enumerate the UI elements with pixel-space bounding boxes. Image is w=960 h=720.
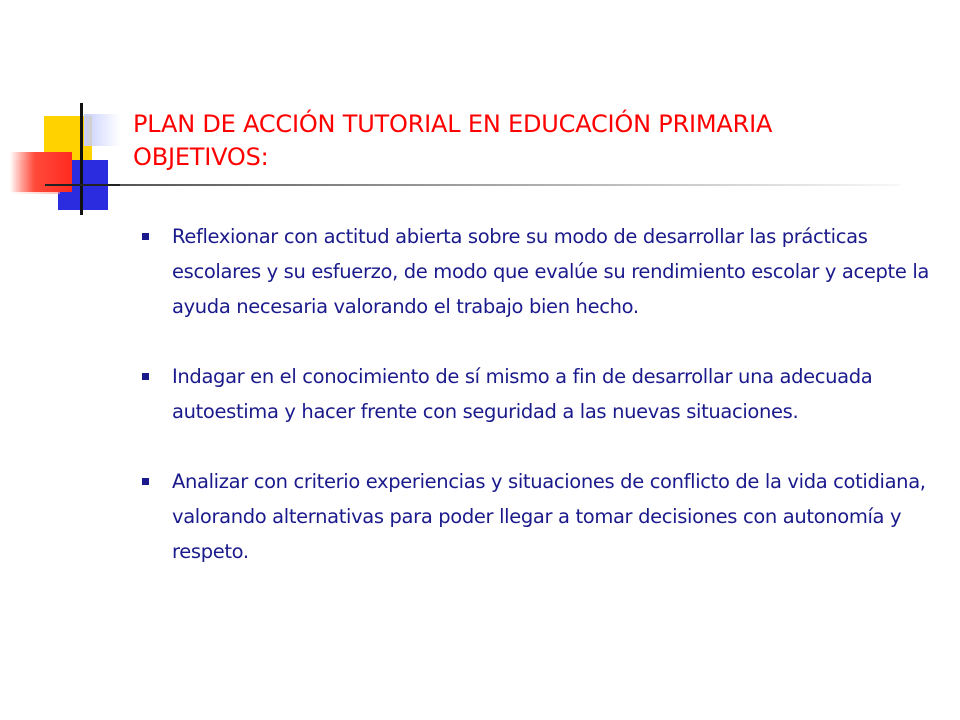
list-item: [136, 464, 936, 569]
light-blue-square: [84, 114, 120, 146]
list-item: [136, 359, 936, 429]
bullet-text: Indagar en el conocimiento de sí mismo a fin de desarrollar una adecuada autoestima y hacer frente con seguridad a las nuevas situaciones.: [172, 365, 873, 423]
color-blocks-logo-icon: [0, 0, 140, 230]
slide-title: [133, 108, 933, 174]
square-bullet-icon: [142, 478, 149, 485]
bullet-text: Reflexionar con actitud abierta sobre su modo de desarrollar las prácticas escolares y su esfuerzo, de modo que evalúe su rendimiento escolar y acepte la ayuda necesaria valorando el trabajo bien hecho.: [172, 225, 930, 318]
logo-horizontal-rule: [45, 184, 125, 186]
vertical-rule: [80, 103, 83, 215]
red-square: [10, 152, 72, 192]
title-underline: [120, 184, 900, 186]
objectives-list: [136, 219, 936, 604]
title-line-2: OBJETIVOS:: [133, 143, 269, 171]
square-bullet-icon: [142, 233, 149, 240]
bullet-text: Analizar con criterio experiencias y situaciones de conflicto de la vida cotidiana, valorando alternativas para poder llegar a tomar decisiones con autonomía y respeto.: [172, 470, 926, 563]
list-item: [136, 219, 936, 324]
square-bullet-icon: [142, 373, 149, 380]
title-line-1: PLAN DE ACCIÓN TUTORIAL EN EDUCACIÓN PRIMARIA: [133, 110, 773, 138]
